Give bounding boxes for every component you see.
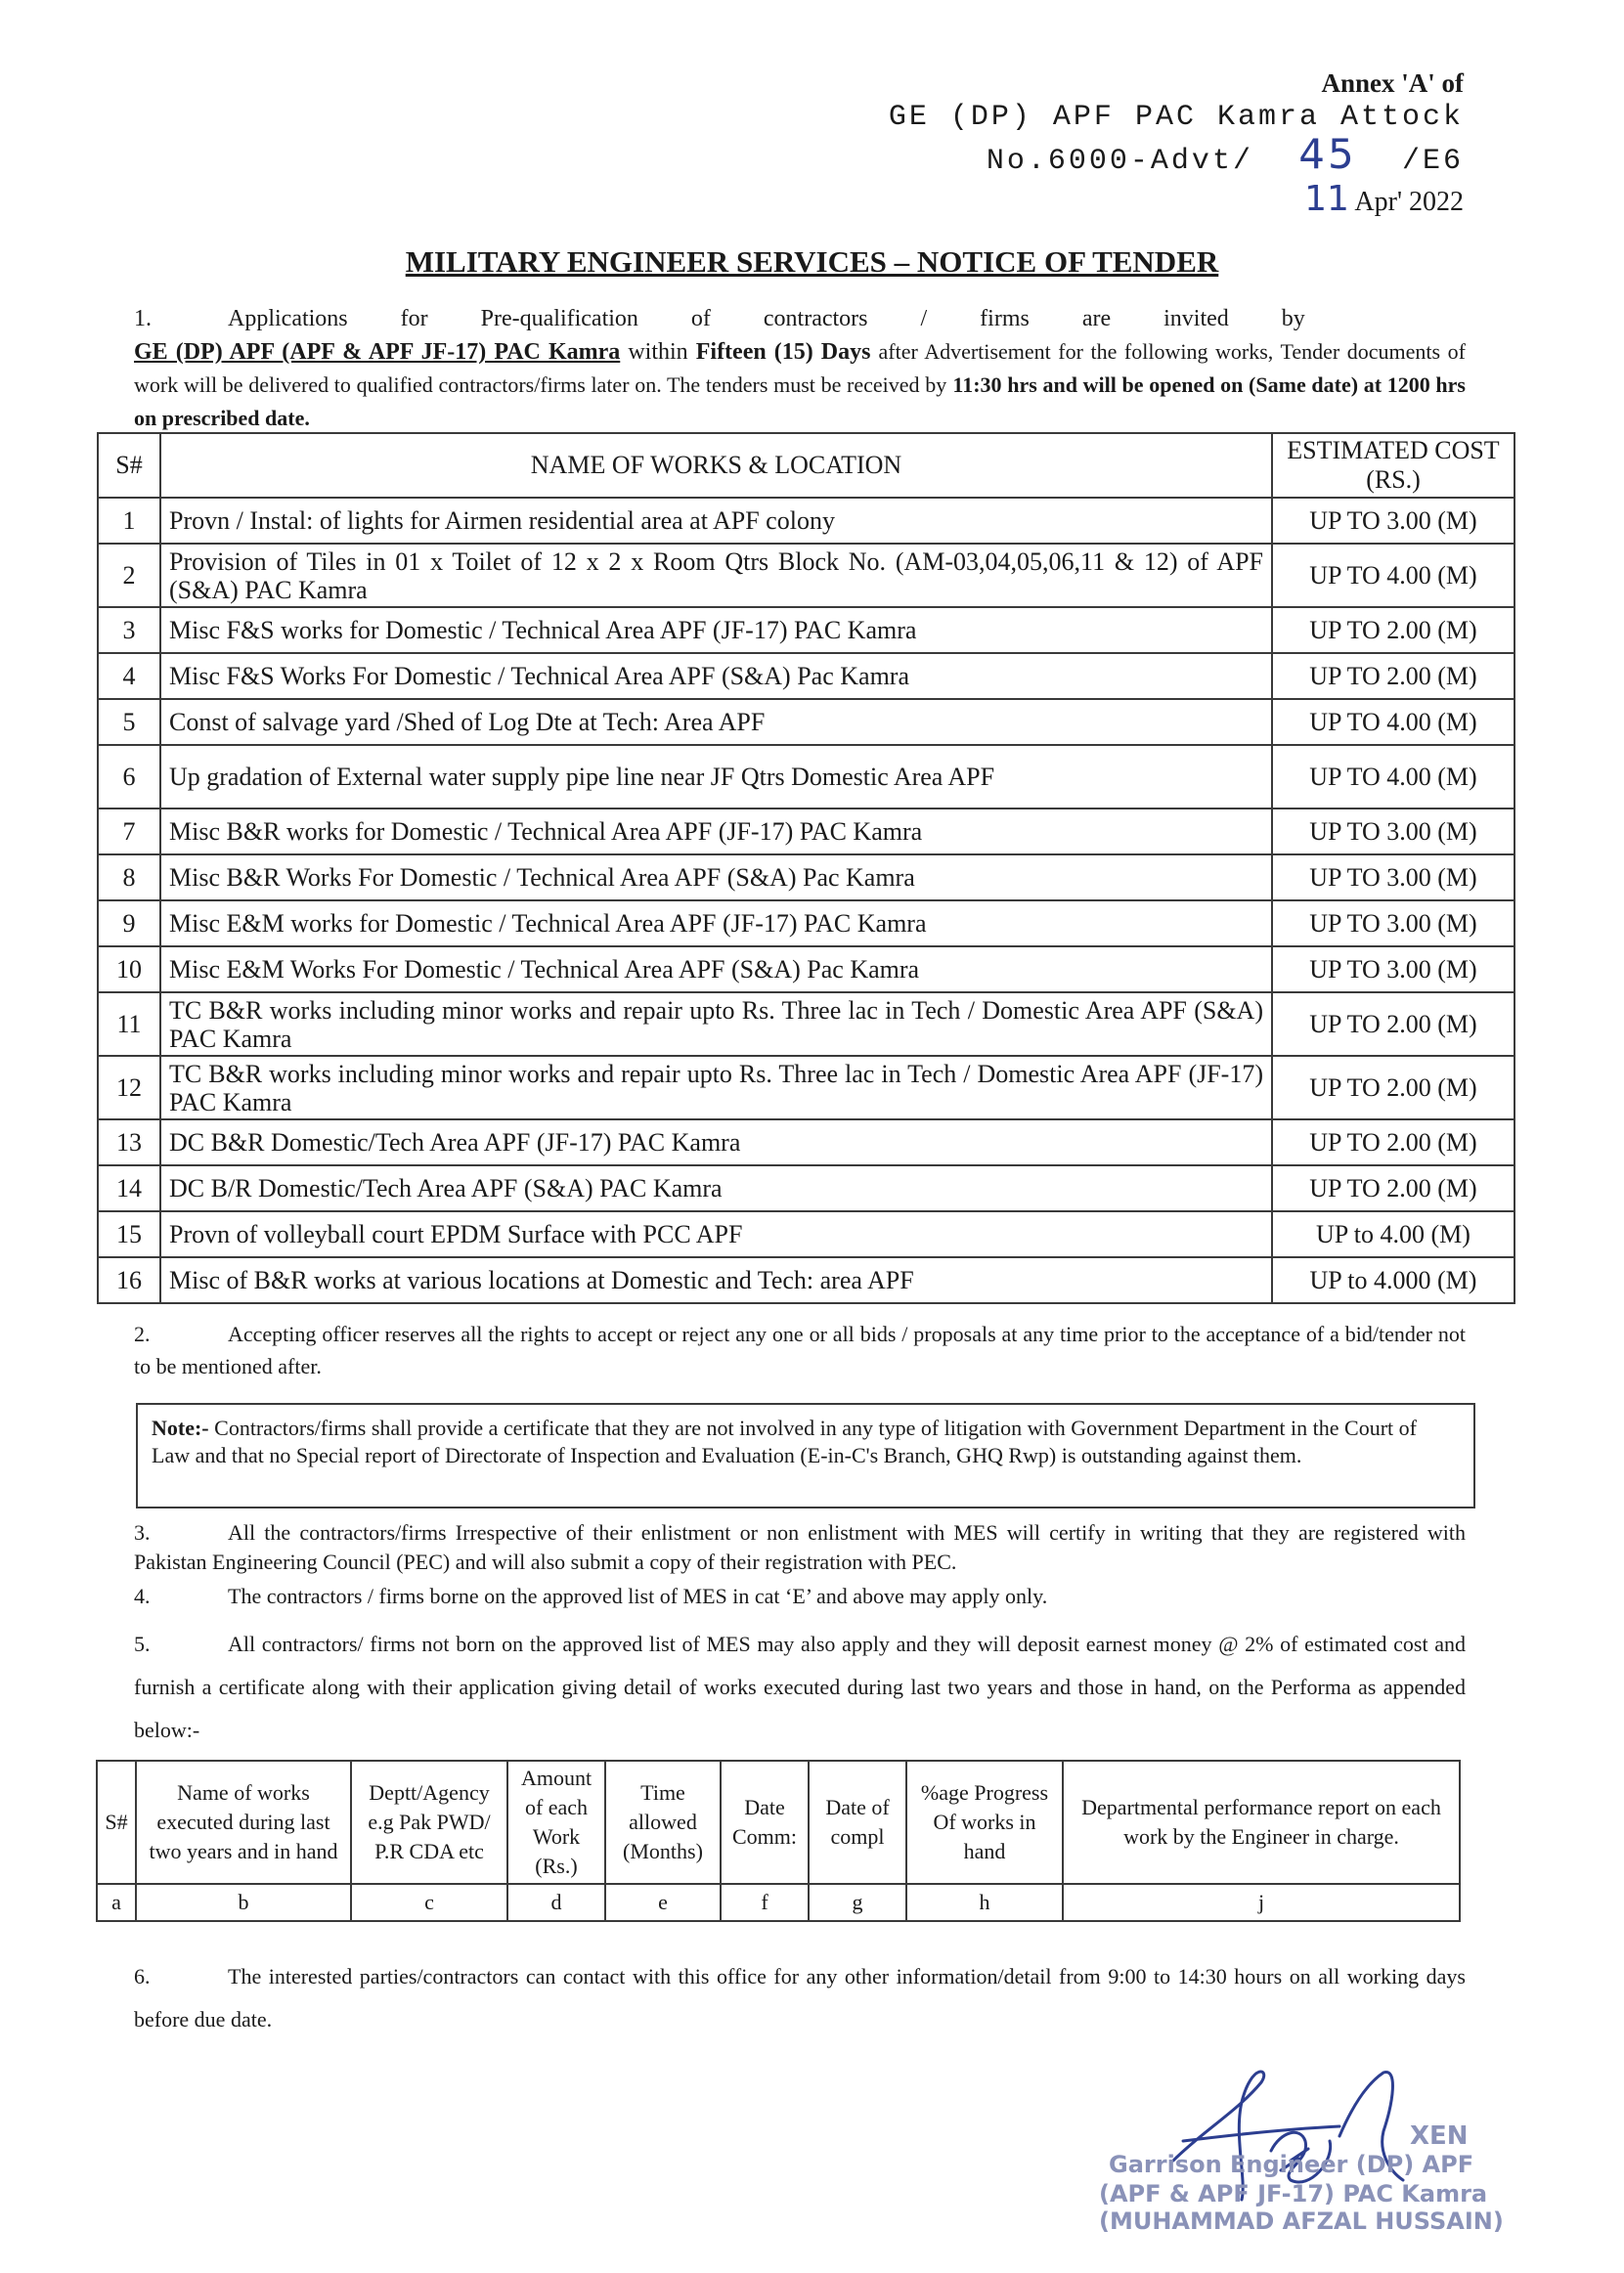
row-cost: UP to 4.00 (M)	[1272, 1211, 1514, 1257]
row-cost: UP TO 3.00 (M)	[1272, 809, 1514, 854]
row-cost: UP TO 4.00 (M)	[1272, 745, 1514, 809]
row-sn: 13	[98, 1119, 160, 1165]
row-cost: UP TO 4.00 (M)	[1272, 544, 1514, 607]
tender-deadline: 11:30 hrs and will be opened on (Same date) at 1200 hrs on prescribed date.	[134, 372, 1466, 430]
table-row	[98, 607, 1514, 653]
reference-prefix: No.6000-Advt/	[986, 145, 1253, 178]
row-work: TC B&R works including minor works and repair upto Rs. Three lac in Tech / Domestic Area APF (S&A) PAC Kamra	[160, 992, 1272, 1056]
table-row	[98, 946, 1514, 992]
table-row	[98, 900, 1514, 946]
table-row	[98, 992, 1514, 1056]
note-label: Note:-	[152, 1416, 209, 1440]
performa-letter: e	[605, 1884, 721, 1921]
row-sn: 3	[98, 607, 160, 653]
paragraph-1-lead: Applications for Pre-qualification of contractors / firms are invited by	[228, 306, 1305, 331]
row-sn: 8	[98, 854, 160, 900]
performa-header-date-compl: Date of compl	[809, 1761, 906, 1884]
paragraph-4	[134, 1580, 1466, 1612]
table-row	[98, 1165, 1514, 1211]
performa-letter: c	[351, 1884, 507, 1921]
row-cost: UP TO 4.00 (M)	[1272, 699, 1514, 745]
column-header-work: NAME OF WORKS & LOCATION	[160, 433, 1272, 498]
row-cost: UP TO 2.00 (M)	[1272, 607, 1514, 653]
row-work: Misc F&S works for Domestic / Technical Area APF (JF-17) PAC Kamra	[160, 607, 1272, 653]
row-work: Misc B&R works for Domestic / Technical Area APF (JF-17) PAC Kamra	[160, 809, 1272, 854]
paragraph-number: 2.	[134, 1322, 151, 1346]
performa-header-amount: Amount of each Work (Rs.)	[507, 1761, 605, 1884]
paragraph-number: 3.	[134, 1520, 151, 1545]
row-sn: 15	[98, 1211, 160, 1257]
works-table-header	[98, 433, 1514, 498]
column-header-cost: ESTIMATED COST (RS.)	[1272, 433, 1514, 498]
tender-duration: Fifteen (15) Days	[695, 339, 871, 365]
performa-letter: j	[1063, 1884, 1460, 1921]
performa-header-date-comm: Date Comm:	[721, 1761, 809, 1884]
row-sn: 12	[98, 1056, 160, 1119]
row-cost: UP to 4.000 (M)	[1272, 1257, 1514, 1303]
paragraph-1	[134, 303, 1466, 435]
stamp-line-3: (MUHAMMAD AFZAL HUSSAIN)	[1099, 2207, 1504, 2235]
row-sn: 16	[98, 1257, 160, 1303]
row-work: Misc B&R Works For Domestic / Technical Area APF (S&A) Pac Kamra	[160, 854, 1272, 900]
paragraph-4-text: The contractors / firms borne on the approved list of MES in cat ‘E’ and above may apply only.	[228, 1584, 1048, 1608]
paragraph-6	[134, 1955, 1466, 2041]
row-cost: UP TO 2.00 (M)	[1272, 1165, 1514, 1211]
row-cost: UP TO 3.00 (M)	[1272, 854, 1514, 900]
works-table	[97, 432, 1515, 1304]
row-work: Provn of volleyball court EPDM Surface with PCC APF	[160, 1211, 1272, 1257]
row-work: Misc E&M Works For Domestic / Technical Area APF (S&A) Pac Kamra	[160, 946, 1272, 992]
row-cost: UP TO 2.00 (M)	[1272, 1056, 1514, 1119]
paragraph-2	[134, 1318, 1466, 1382]
row-work: Misc F&S Works For Domestic / Technical Area APF (S&A) Pac Kamra	[160, 653, 1272, 699]
stamp-line-1: Garrison Engineer (DP) APF	[1109, 2151, 1474, 2178]
paragraph-number: 6.	[134, 1964, 151, 1989]
row-cost: UP TO 2.00 (M)	[1272, 1119, 1514, 1165]
performa-header-agency: Deptt/Agency e.g Pak PWD/ P.R CDA etc	[351, 1761, 507, 1884]
performa-letter: h	[906, 1884, 1063, 1921]
row-cost: UP TO 2.00 (M)	[1272, 653, 1514, 699]
performa-header-progress: %age Progress Of works in hand	[906, 1761, 1063, 1884]
table-row	[98, 1119, 1514, 1165]
paragraph-6-text: The interested parties/contractors can contact with this office for any other information/detail from 9:00 to 14:30 hours on all working days before due date.	[134, 1964, 1466, 2032]
row-sn: 6	[98, 745, 160, 809]
row-work: Up gradation of External water supply pipe line near JF Qtrs Domestic Area APF	[160, 745, 1272, 809]
table-row	[98, 1056, 1514, 1119]
paragraph-2-text: Accepting officer reserves all the rights to accept or reject any one or all bids / proposals at any time prior to the acceptance of a bid/tender not to be mentioned after.	[134, 1322, 1466, 1378]
row-cost: UP TO 3.00 (M)	[1272, 498, 1514, 544]
row-work: DC B/R Domestic/Tech Area APF (S&A) PAC Kamra	[160, 1165, 1272, 1211]
performa-header-sn: S#	[97, 1761, 136, 1884]
performa-letter: f	[721, 1884, 809, 1921]
paragraph-1-body: after Advertisement for the following works, Tender documents of work will be delivered to qualified contractors/firms later on. The tenders must be received by	[134, 339, 1466, 397]
note-text: Contractors/firms shall provide a certificate that they are not involved in any type of litigation with Government Department in the Court of Law and that no Special report of Directorate of Inspection and Evaluation (E-in-C's Branch, GHQ Rwp) is outstanding against them.	[152, 1416, 1417, 1467]
handwritten-day: 11	[1304, 179, 1349, 219]
performa-header-performance: Departmental performance report on each work by the Engineer in charge.	[1063, 1761, 1460, 1884]
performa-header-row	[97, 1761, 1460, 1884]
row-cost: UP TO 2.00 (M)	[1272, 992, 1514, 1056]
paragraph-number: 1.	[134, 306, 152, 331]
performa-letter: a	[97, 1884, 136, 1921]
note-box	[136, 1403, 1475, 1508]
table-row	[98, 699, 1514, 745]
row-sn: 11	[98, 992, 160, 1056]
row-cost: UP TO 3.00 (M)	[1272, 946, 1514, 992]
document-header	[889, 68, 1464, 222]
table-row	[98, 1211, 1514, 1257]
paragraph-number: 5.	[134, 1632, 151, 1656]
row-sn: 9	[98, 900, 160, 946]
annex-label: Annex 'A' of	[1321, 68, 1464, 98]
table-row	[98, 653, 1514, 699]
performa-letter: g	[809, 1884, 906, 1921]
column-header-sn: S#	[98, 433, 160, 498]
issue-date	[889, 180, 1464, 222]
page-title: MILITARY ENGINEER SERVICES – NOTICE OF TENDER	[405, 244, 1219, 279]
row-cost: UP TO 3.00 (M)	[1272, 900, 1514, 946]
paragraph-3	[134, 1518, 1466, 1577]
performa-table	[96, 1760, 1461, 1922]
paragraph-number: 4.	[134, 1584, 151, 1608]
paragraph-3-text: All the contractors/firms Irrespective of their enlistment or non enlistment with MES will certify in writing that they are registered with Pakistan Engineering Council (PEC) and will also submit a copy of their registration with PEC.	[134, 1520, 1466, 1574]
performa-letter-row	[97, 1884, 1460, 1921]
paragraph-5-text: All contractors/ firms not born on the approved list of MES may also apply and they will deposit earnest money @ 2% of estimated cost and furnish a certificate along with their application giving detail of works executed during last two years and those in hand, on the Performa as appended below:-	[134, 1632, 1466, 1742]
reference-number	[889, 130, 1464, 180]
row-work: Provision of Tiles in 01 x Toilet of 12 x 2 x Room Qtrs Block No. (AM-03,04,05,06,11 & 12) of APF (S&A) PAC Kamra	[160, 544, 1272, 607]
row-work: Misc of B&R works at various locations at Domestic and Tech: area APF	[160, 1257, 1272, 1303]
row-work: TC B&R works including minor works and repair upto Rs. Three lac in Tech / Domestic Area APF (JF-17) PAC Kamra	[160, 1056, 1272, 1119]
stamp-line-2: (APF & APF JF-17) PAC Kamra	[1099, 2180, 1488, 2207]
row-work: Misc E&M works for Domestic / Technical Area APF (JF-17) PAC Kamra	[160, 900, 1272, 946]
table-row	[98, 498, 1514, 544]
reference-suffix: /E6	[1401, 145, 1464, 178]
row-work: DC B&R Domestic/Tech Area APF (JF-17) PAC Kamra	[160, 1119, 1272, 1165]
table-row	[98, 1257, 1514, 1303]
row-sn: 7	[98, 809, 160, 854]
tender-authority: GE (DP) APF (APF & APF JF-17) PAC Kamra	[134, 339, 621, 365]
table-row	[98, 745, 1514, 809]
stamp-designation: XEN	[1410, 2121, 1469, 2151]
handwritten-reference: 45	[1298, 130, 1357, 178]
table-row	[98, 544, 1514, 607]
row-sn: 14	[98, 1165, 160, 1211]
row-work: Const of salvage yard /Shed of Log Dte at Tech: Area APF	[160, 699, 1272, 745]
performa-header-time: Time allowed (Months)	[605, 1761, 721, 1884]
table-row	[98, 854, 1514, 900]
row-sn: 2	[98, 544, 160, 607]
issue-month-year: Apr' 2022	[1354, 187, 1464, 217]
paragraph-5	[134, 1623, 1466, 1752]
table-row	[98, 809, 1514, 854]
row-work: Provn / Instal: of lights for Airmen residential area at APF colony	[160, 498, 1272, 544]
performa-letter: d	[507, 1884, 605, 1921]
row-sn: 4	[98, 653, 160, 699]
signature-stamp	[1085, 2043, 1504, 2268]
row-sn: 10	[98, 946, 160, 992]
performa-header-works: Name of works executed during last two years and in hand	[136, 1761, 351, 1884]
performa-letter: b	[136, 1884, 351, 1921]
paragraph-1-within: within	[628, 339, 688, 365]
office-name: GE (DP) APF PAC Kamra Attock	[888, 101, 1464, 134]
row-sn: 1	[98, 498, 160, 544]
row-sn: 5	[98, 699, 160, 745]
